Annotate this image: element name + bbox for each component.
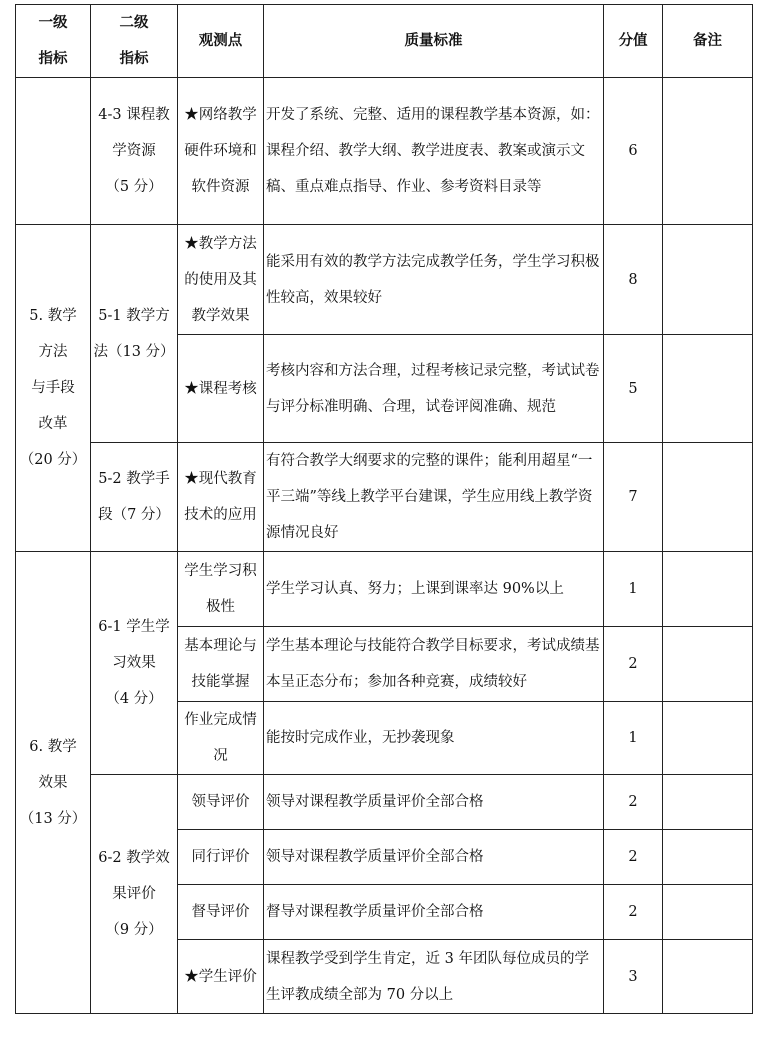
level2-cell: 5-1 教学方 法（13 分） bbox=[91, 225, 178, 443]
table-row bbox=[16, 443, 753, 552]
header-standard: 质量标准 bbox=[264, 5, 604, 78]
level2-cell: 4-3 课程教 学资源 （5 分） bbox=[91, 78, 178, 225]
score-cell: 1 bbox=[604, 552, 663, 627]
standard-cell: 能按时完成作业，无抄袭现象 bbox=[264, 702, 604, 775]
header-note: 备注 bbox=[663, 5, 753, 78]
score-cell: 2 bbox=[604, 775, 663, 830]
note-cell bbox=[663, 830, 753, 885]
table-row bbox=[16, 78, 753, 225]
level2-cell: 5-2 教学手 段（7 分） bbox=[91, 443, 178, 552]
standard-cell: 考核内容和方法合理，过程考核记录完整，考试试卷与评分标准明确、合理，试卷评阅准确、规范 bbox=[264, 335, 604, 443]
level2-cell: 6-2 教学效 果评价 （9 分） bbox=[91, 775, 178, 1014]
level2-cell: 6-1 学生学 习效果 （4 分） bbox=[91, 552, 178, 775]
observation-cell: 督导评价 bbox=[178, 885, 264, 940]
standard-cell: 督导对课程教学质量评价全部合格 bbox=[264, 885, 604, 940]
score-cell: 8 bbox=[604, 225, 663, 335]
table-row bbox=[16, 775, 753, 830]
note-cell bbox=[663, 552, 753, 627]
level1-cell bbox=[16, 78, 91, 225]
score-cell: 1 bbox=[604, 702, 663, 775]
note-cell bbox=[663, 225, 753, 335]
standard-cell: 领导对课程教学质量评价全部合格 bbox=[264, 775, 604, 830]
standard-cell: 能采用有效的教学方法完成教学任务，学生学习积极性较高，效果较好 bbox=[264, 225, 604, 335]
level1-cell: 6. 教学 效果 （13 分） bbox=[16, 552, 91, 1014]
observation-cell: ★现代教育技术的应用 bbox=[178, 443, 264, 552]
note-cell bbox=[663, 335, 753, 443]
note-cell bbox=[663, 885, 753, 940]
note-cell bbox=[663, 78, 753, 225]
observation-cell: ★网络教学硬件环境和软件资源 bbox=[178, 78, 264, 225]
note-cell bbox=[663, 775, 753, 830]
level1-cell: 5. 教学 方法 与手段 改革 （20 分） bbox=[16, 225, 91, 552]
header-observation: 观测点 bbox=[178, 5, 264, 78]
observation-cell: ★课程考核 bbox=[178, 335, 264, 443]
standard-cell: 课程教学受到学生肯定，近 3 年团队每位成员的学生评教成绩全部为 70 分以上 bbox=[264, 940, 604, 1014]
standard-cell: 学生基本理论与技能符合教学目标要求，考试成绩基本呈正态分布；参加各种竞赛，成绩较好 bbox=[264, 627, 604, 702]
note-cell bbox=[663, 702, 753, 775]
observation-cell: ★学生评价 bbox=[178, 940, 264, 1014]
header-score: 分值 bbox=[604, 5, 663, 78]
score-cell: 6 bbox=[604, 78, 663, 225]
standard-cell: 有符合教学大纲要求的完整的课件；能利用超星“一平三端”等线上教学平台建课，学生应用线上教学资源情况良好 bbox=[264, 443, 604, 552]
table-row bbox=[16, 225, 753, 335]
note-cell bbox=[663, 627, 753, 702]
standard-cell: 开发了系统、完整、适用的课程教学基本资源，如：课程介绍、教学大纲、教学进度表、教案或演示文稿、重点难点指导、作业、参考资料目录等 bbox=[264, 78, 604, 225]
evaluation-table bbox=[15, 4, 753, 1014]
score-cell: 3 bbox=[604, 940, 663, 1014]
observation-cell: 同行评价 bbox=[178, 830, 264, 885]
observation-cell: ★教学方法的使用及其教学效果 bbox=[178, 225, 264, 335]
table-row bbox=[16, 552, 753, 627]
score-cell: 2 bbox=[604, 830, 663, 885]
observation-cell: 领导评价 bbox=[178, 775, 264, 830]
score-cell: 7 bbox=[604, 443, 663, 552]
header-level2: 二级 指标 bbox=[91, 5, 178, 78]
observation-cell: 基本理论与技能掌握 bbox=[178, 627, 264, 702]
standard-cell: 领导对课程教学质量评价全部合格 bbox=[264, 830, 604, 885]
note-cell bbox=[663, 443, 753, 552]
header-row bbox=[16, 5, 753, 78]
score-cell: 5 bbox=[604, 335, 663, 443]
score-cell: 2 bbox=[604, 627, 663, 702]
score-cell: 2 bbox=[604, 885, 663, 940]
standard-cell: 学生学习认真、努力；上课到课率达 90%以上 bbox=[264, 552, 604, 627]
observation-cell: 作业完成情况 bbox=[178, 702, 264, 775]
observation-cell: 学生学习积极性 bbox=[178, 552, 264, 627]
header-level1: 一级 指标 bbox=[16, 5, 91, 78]
note-cell bbox=[663, 940, 753, 1014]
